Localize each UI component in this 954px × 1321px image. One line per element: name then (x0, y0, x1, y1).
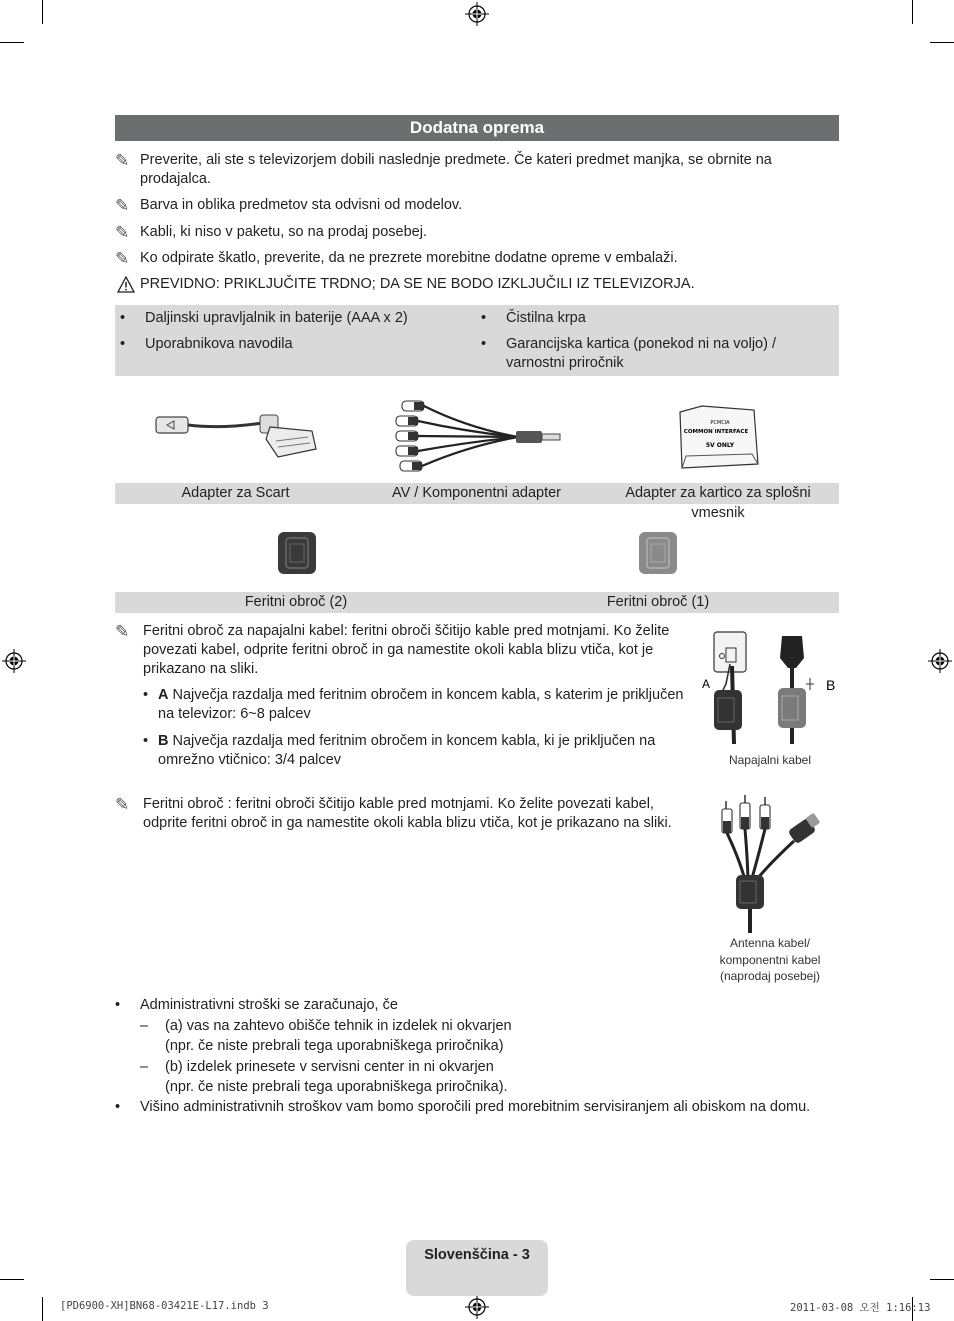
ferrite-core-gray-image (637, 530, 679, 576)
list-item: • B Največja razdalja med feritnim obročem in koncem kabla, ki je priključen na omrežno vtičnico: 3/4 palcev (143, 733, 656, 768)
note-item (115, 249, 839, 268)
figure-caption-line: (naprodaj posebej) (719, 969, 821, 983)
note-text: Feritni obroč za napajalni kabel: feritni obroči ščitijo kable pred motnjami. Ko želite povezati kabel, odprite feritni obroč in ga namestite okoli kabla blizu vtiča, kot je prikazano na sliki. (143, 623, 670, 677)
note-item (115, 795, 695, 833)
item-text: (b) izdelek prinesete v servisni center in ni okvarjen (165, 1059, 494, 1075)
ci-card-text: COMMON INTERFACE (683, 429, 749, 435)
registration-mark-icon (2, 649, 26, 673)
page-number-tab: Slovenščina - 3 (406, 1240, 548, 1296)
figure-caption: Napajalni kabel (728, 753, 812, 767)
print-slug-left: [PD6900-XH]BN68-03421E-L17.indb 3 (60, 1300, 269, 1312)
registration-mark-icon (465, 2, 489, 26)
list-item: • A Največja razdalja med feritnim obročem in koncem kabla, s katerim je priključen na televizor: 6~8 palcev (143, 687, 684, 722)
figure-caption-line: Antenna kabel/ (729, 936, 811, 950)
registration-mark-icon (928, 649, 952, 673)
section-title: Dodatna oprema (115, 115, 839, 141)
pencil-note-icon: ✎ (115, 151, 130, 170)
label-b: B (158, 733, 169, 749)
pencil-note-icon: ✎ (115, 795, 130, 814)
note-text: Ko odpirate škatlo, preverite, da ne prezrete morebitne dodatne opreme v embalaži. (140, 250, 678, 266)
ci-card-text: PCMCIA (710, 420, 730, 426)
list-item: • Garancijska kartica (ponekod ni na voljo) / varnostni priročnik (481, 336, 776, 371)
accessory-caption: Feritni obroč (2) (244, 594, 348, 610)
caution-text: PREVIDNO: PRIKLJUČITE TRDNO; DA SE NE BODO IZKLJUČILI IZ TELEVIZORJA. (140, 276, 695, 292)
figure-label-b: B (826, 677, 836, 693)
list-item: • Čistilna krpa (481, 310, 586, 326)
accessory-caption: Feritni obroč (1) (606, 594, 710, 610)
label-a: A (158, 687, 169, 703)
figure-label-a: A (702, 677, 711, 691)
figure-caption-line: komponentni kabel (719, 952, 821, 967)
scart-adapter-image (152, 405, 322, 459)
ferrite-core-dark-image (276, 530, 318, 576)
print-slug-right: 2011-03-08 오전 1:16:13 (790, 1302, 931, 1314)
note-item (115, 151, 805, 189)
note-item (115, 622, 695, 679)
sub-list-item: – (b) izdelek prinesete v servisni center in ni okvarjen (npr. če niste prebrali tega uporabniškega priročnika). (140, 1059, 508, 1095)
antenna-cable-ferrite-image (712, 795, 828, 935)
accessory-caption: Adapter za Scart (181, 485, 290, 501)
note-text: Barva in oblika predmetov sta odvisni od modelov. (140, 197, 463, 213)
caution-notice (115, 275, 839, 294)
pencil-note-icon: ✎ (115, 249, 130, 268)
figure-caption (700, 935, 840, 985)
note-text: Preverite, ali ste s televizorjem dobili naslednje predmete. Če kateri predmet manjka, se obrnite na prodajalca. (140, 152, 772, 187)
ci-card-text: 5V ONLY (705, 442, 735, 449)
item-text: (a) vas na zahtevo obišče tehnik in izdelek ni okvarjen (165, 1018, 512, 1034)
item-text: (npr. če niste prebrali tega uporabniškega priročnika). (165, 1078, 508, 1095)
list-item: • Višino administrativnih stroškov vam bomo sporočili pred morebitnim servisiranjem ali obiskom na domu. (115, 1099, 811, 1115)
note-item (115, 223, 805, 242)
list-item: • Administrativni stroški se zaračunajo, če (115, 997, 398, 1013)
list-item: • Uporabnikova navodila (120, 336, 293, 352)
av-component-adapter-image (388, 398, 566, 476)
item-text: (npr. če niste prebrali tega uporabniškega priročnika) (165, 1037, 504, 1054)
pencil-note-icon: ✎ (115, 223, 130, 242)
item-text: Največja razdalja med feritnim obročem in koncem kabla, s katerim je priključen na televizor: 6~8 palcev (158, 687, 684, 722)
power-cable-ferrite-image (700, 628, 840, 748)
pencil-note-icon: ✎ (115, 196, 130, 215)
note-item (115, 196, 805, 215)
warning-triangle-icon (117, 276, 135, 293)
pencil-note-icon: ✎ (115, 622, 130, 641)
accessory-caption: Adapter za kartico za splošni vmesnik (625, 485, 811, 521)
note-text: Kabli, ki niso v paketu, so na prodaj posebej. (140, 224, 427, 240)
sub-list-item: – (a) vas na zahtevo obišče tehnik in izdelek ni okvarjen (npr. če niste prebrali tega uporabniškega priročnika) (140, 1018, 512, 1054)
item-text: Največja razdalja med feritnim obročem in koncem kabla, ki je priključen na omrežno vtičnico: 3/4 palcev (158, 733, 656, 768)
note-text: Feritni obroč : feritni obroči ščitijo kable pred motnjami. Ko želite povezati kabel, odprite feritni obroč in ga namestite okoli kabla blizu vtiča, kot je prikazano na sliki. (143, 796, 672, 831)
accessory-caption: AV / Komponentni adapter (391, 485, 561, 501)
ci-card-adapter-image (672, 402, 762, 474)
registration-mark-icon (465, 1295, 489, 1319)
list-item: • Daljinski upravljalnik in baterije (AAA x 2) (120, 310, 408, 326)
